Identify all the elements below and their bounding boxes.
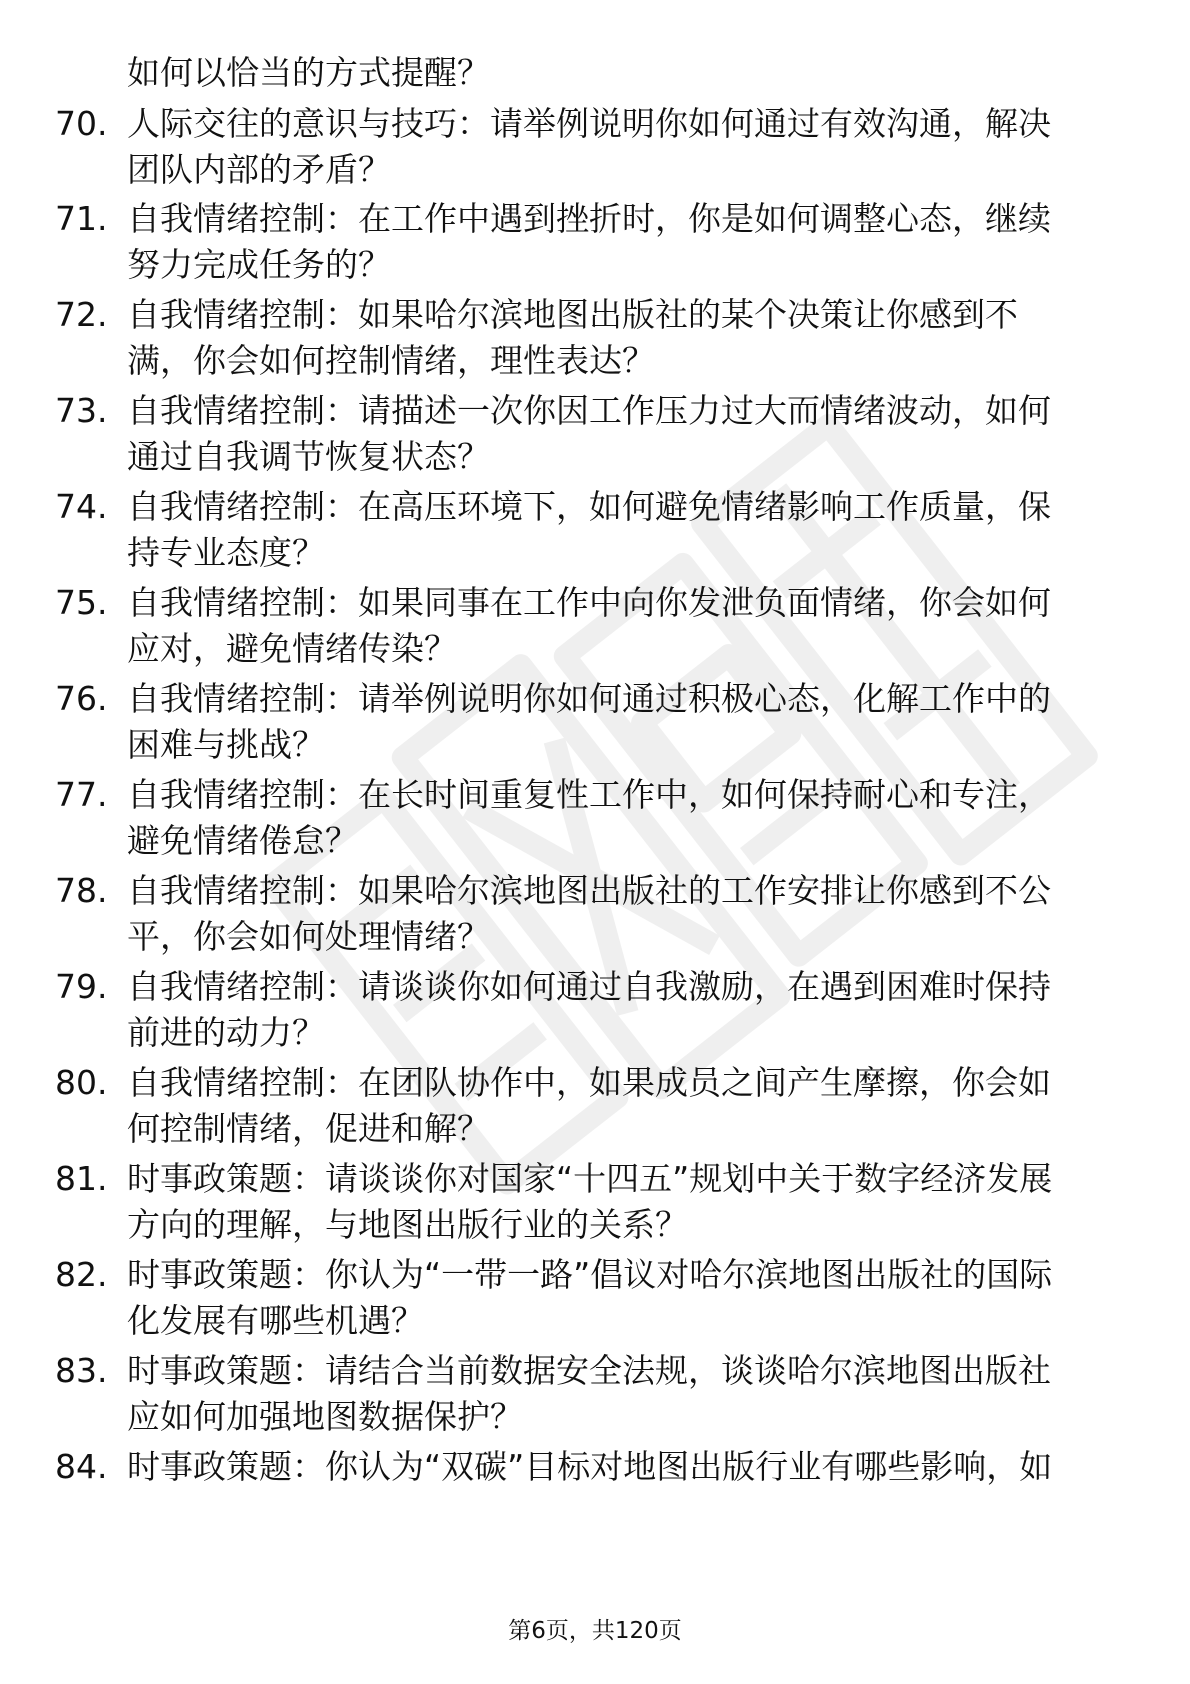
page-number-footer: 第6页，共120页	[508, 1618, 682, 1644]
question-item	[0, 676, 1190, 768]
question-number: 74.	[55, 487, 108, 526]
question-number: 78.	[55, 871, 108, 910]
question-number: 70.	[55, 104, 108, 143]
continued-question-text: 如何以恰当的方式提醒？	[127, 53, 490, 92]
question-item	[0, 388, 1190, 480]
question-text: 自我情绪控制：请描述一次你因工作压力过大而情绪波动，如何 通过自我调节恢复状态？	[127, 391, 1051, 476]
question-number: 79.	[55, 967, 108, 1006]
question-item	[0, 1156, 1190, 1248]
question-item	[0, 1348, 1190, 1440]
question-item	[0, 484, 1190, 576]
question-text: 时事政策题：你认为“一带一路”倡议对哈尔滨地图出版社的国际 化发展有哪些机遇？	[127, 1255, 1053, 1340]
question-number: 83.	[55, 1351, 108, 1390]
question-number: 80.	[55, 1063, 108, 1102]
question-number: 82.	[55, 1255, 108, 1294]
question-item	[0, 868, 1190, 960]
question-item	[0, 292, 1190, 384]
question-text: 自我情绪控制：请举例说明你如何通过积极心态，化解工作中的 困难与挑战？	[127, 679, 1051, 764]
question-number: 84.	[55, 1447, 108, 1486]
question-text: 时事政策题：你认为“双碳”目标对地图出版行业有哪些影响，如	[127, 1447, 1053, 1486]
question-text: 自我情绪控制：如果同事在工作中向你发泄负面情绪，你会如何 应对，避免情绪传染？	[127, 583, 1051, 668]
question-text: 自我情绪控制：在高压环境下，如何避免情绪影响工作质量，保 持专业态度？	[127, 487, 1051, 572]
question-text: 时事政策题：请结合当前数据安全法规，谈谈哈尔滨地图出版社 应如何加强地图数据保护？	[127, 1351, 1051, 1436]
question-item	[0, 772, 1190, 864]
question-item	[0, 196, 1190, 288]
question-text: 自我情绪控制：如果哈尔滨地图出版社的某个决策让你感到不 满，你会如何控制情绪，理性表达？	[127, 295, 1018, 380]
question-number: 77.	[55, 775, 108, 814]
question-number: 75.	[55, 583, 108, 622]
question-number: 81.	[55, 1159, 108, 1198]
question-number: 72.	[55, 295, 108, 334]
question-item	[0, 964, 1190, 1056]
question-text: 自我情绪控制：请谈谈你如何通过自我激励，在遇到困难时保持 前进的动力？	[127, 967, 1051, 1052]
question-text: 自我情绪控制：在长时间重复性工作中，如何保持耐心和专注， 避免情绪倦怠？	[127, 775, 1051, 860]
question-text: 自我情绪控制：在团队协作中，如果成员之间产生摩擦，你会如 何控制情绪，促进和解？	[127, 1063, 1051, 1148]
question-number: 71.	[55, 199, 108, 238]
question-item	[0, 1060, 1190, 1152]
question-text: 自我情绪控制：如果哈尔滨地图出版社的工作安排让你感到不公 平，你会如何处理情绪？	[127, 871, 1051, 956]
question-text: 人际交往的意识与技巧：请举例说明你如何通过有效沟通，解决 团队内部的矛盾？	[127, 104, 1051, 189]
question-item	[0, 580, 1190, 672]
question-item	[0, 1444, 1190, 1536]
question-text: 自我情绪控制：在工作中遇到挫折时，你是如何调整心态，继续 努力完成任务的？	[127, 199, 1051, 284]
question-item	[0, 101, 1190, 193]
question-number: 73.	[55, 391, 108, 430]
question-item	[0, 1252, 1190, 1344]
question-text: 时事政策题：请谈谈你对国家“十四五”规划中关于数字经济发展 方向的理解，与地图出版行业的关系？	[127, 1159, 1053, 1244]
question-number: 76.	[55, 679, 108, 718]
